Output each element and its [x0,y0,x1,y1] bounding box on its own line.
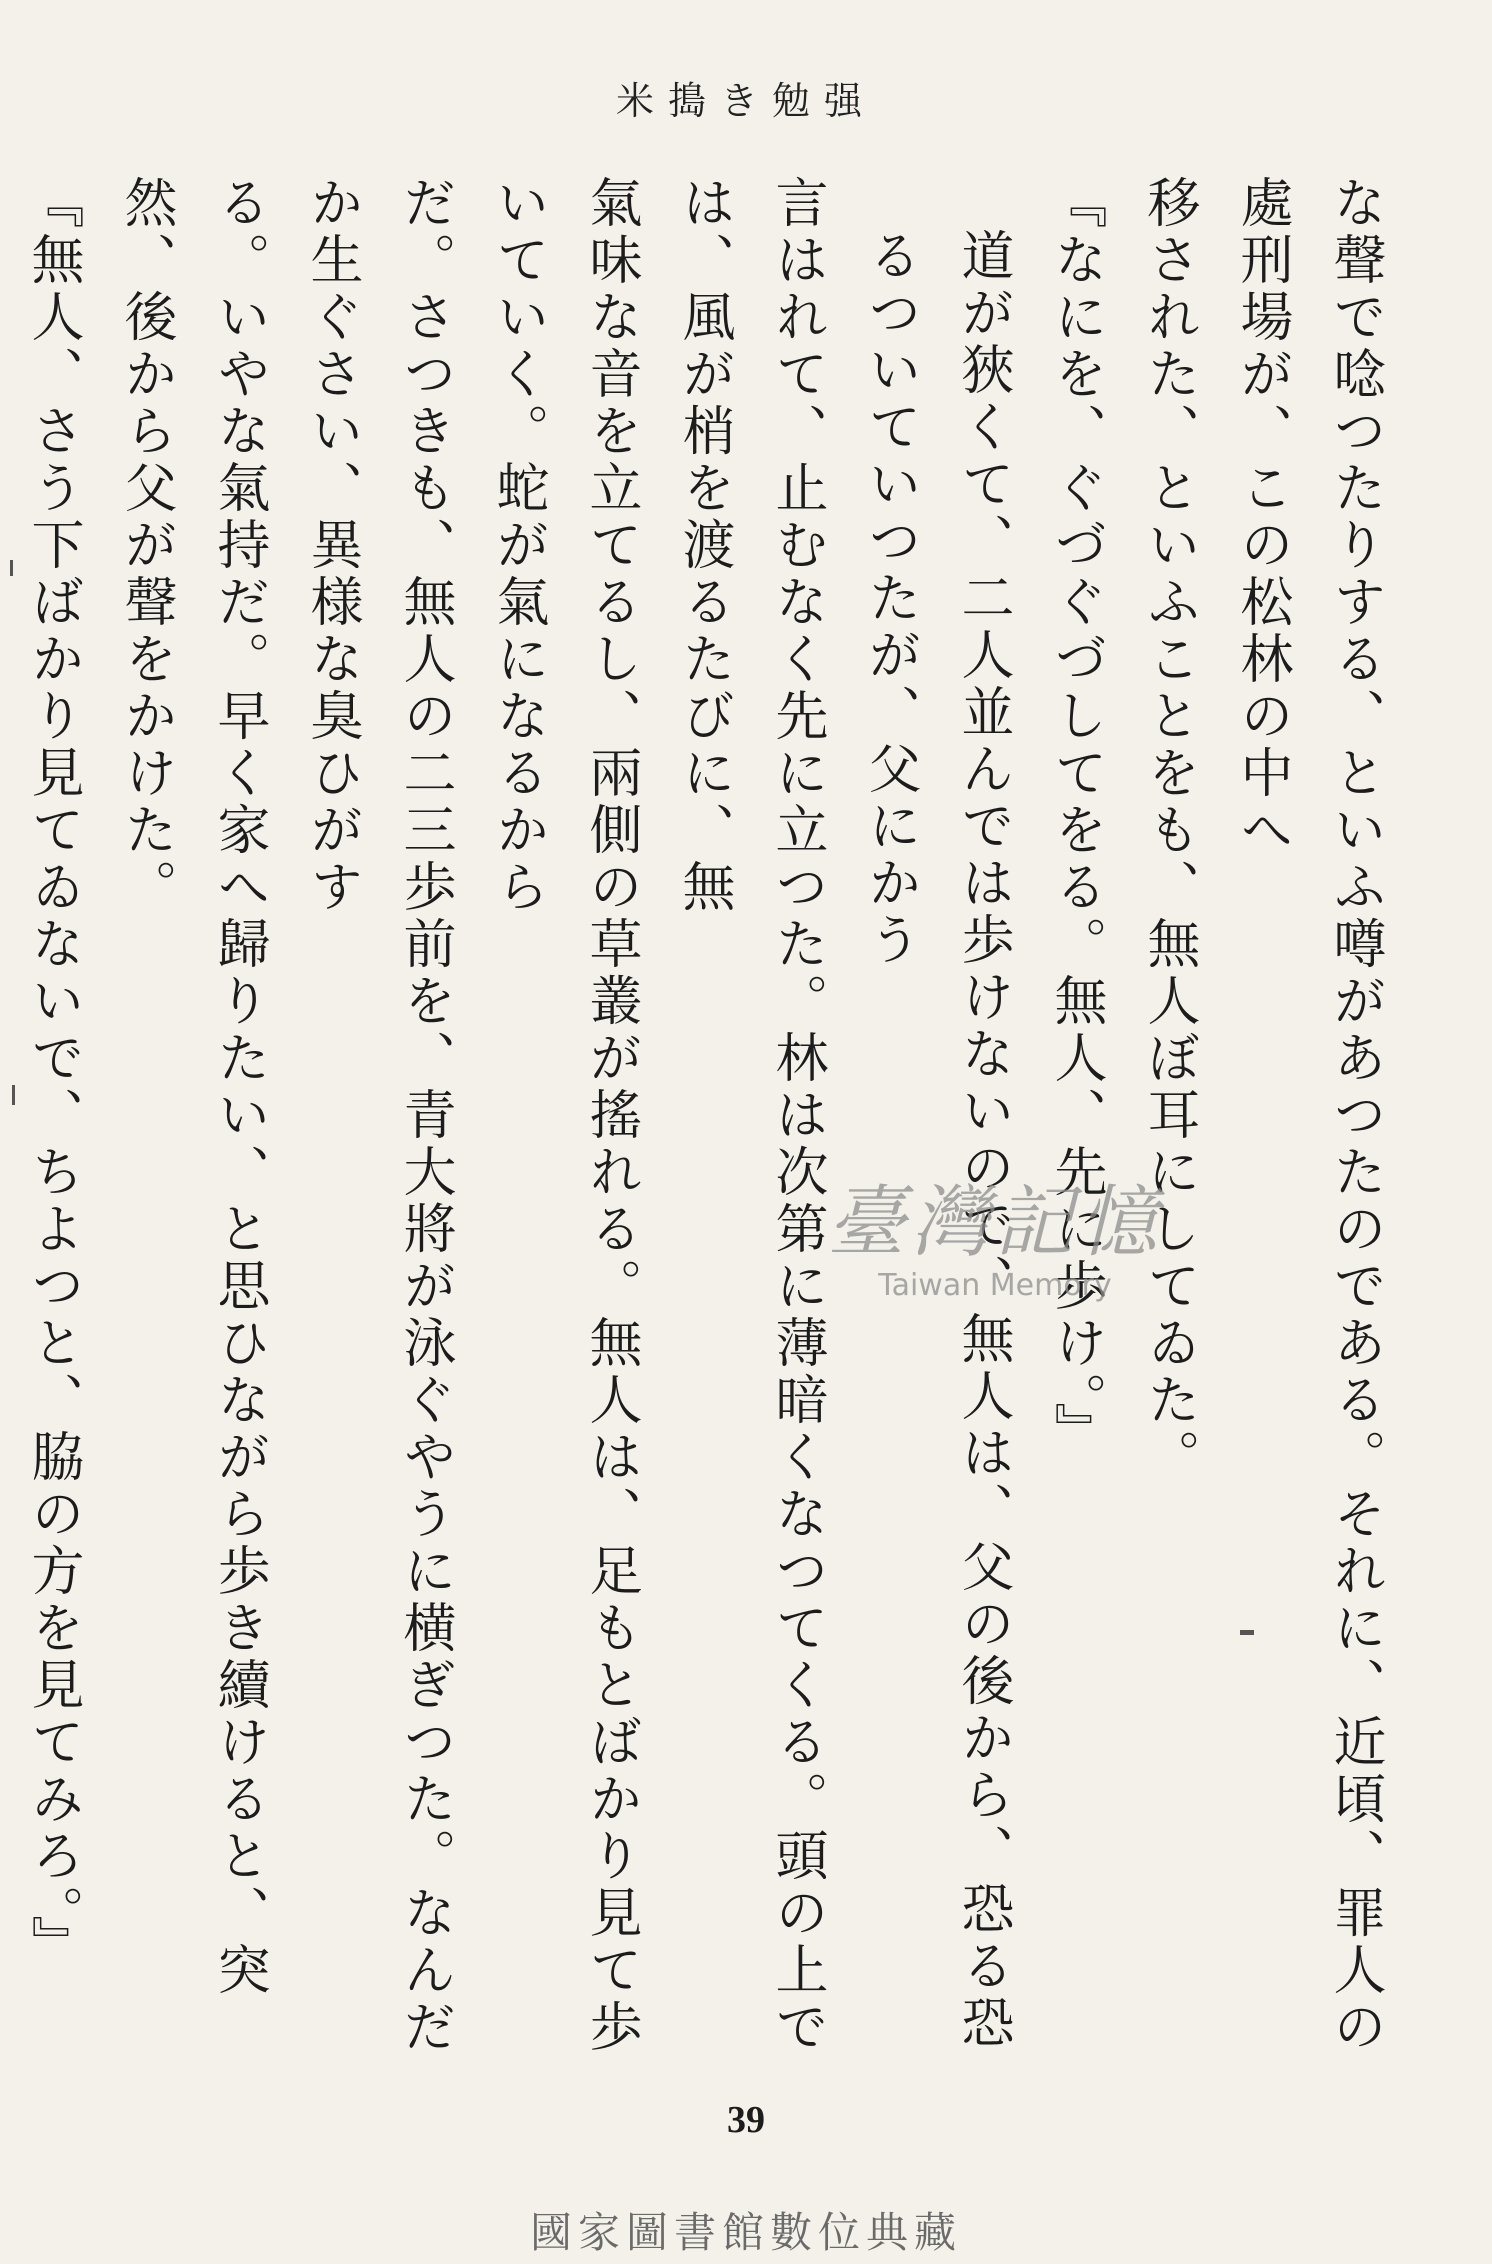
watermark-cjk: 臺灣記憶 [826,1178,1163,1268]
footer-archive-label: 國家圖書館數位典藏 [529,2208,962,2257]
text-column: 氣味な音を立てるし、兩側の草叢が搖れる。無人は、足もとばかり見て歩いていく。蛇が氣になるから [488,175,642,2056]
scan-edge-mark [10,560,13,576]
text-column: 『なにを、ぐづぐづしてをる。無人、先に歩け。』 [1046,175,1107,1460]
text-column: る。いやな氣持だ。早く家へ歸りたい、と思ひながら歩き續けると、突然、後から父が聲をかけた。 [116,175,270,1999]
text-column: 『無人、さう下ばかり見てゐないで、ちよつと、脇の方を見てみろ。』 [23,175,84,1973]
text-column: 移された、といふことをも、無人ぼ耳にしてゐた。 [1139,175,1200,1486]
text-column: 言はれて、止むなく先に立つた。林は次第に薄暗くなつてくる。頭の上では、風が梢を渡るたびに、無 [674,175,828,2056]
watermark [745,1160,1245,1303]
text-column: な聲で唸つたりする、といふ噂があつたのである。それに、近頃、罪人の處刑場が、この松林の中へ [1232,175,1386,2056]
scan-edge-mark [1240,1630,1254,1635]
text-column: 道が狹くて、二人並んでは歩けないので、無人は、父の後から、恐る恐るついていつたが、父にかう [860,228,1014,2052]
vertical-text-body [0,175,1402,2085]
text-column: だ。さつきも、無人の二三歩前を、青大將が泳ぐやうに横ぎつた。なんだか生ぐさい、異様な臭ひがす [302,175,456,2056]
watermark-en: Taiwan Memory [878,1268,1112,1303]
scan-edge-mark [12,1085,15,1105]
page-number: 39 [727,2099,765,2141]
text-column [0,175,7,2085]
running-title: 米搗き勉强 [615,79,876,123]
